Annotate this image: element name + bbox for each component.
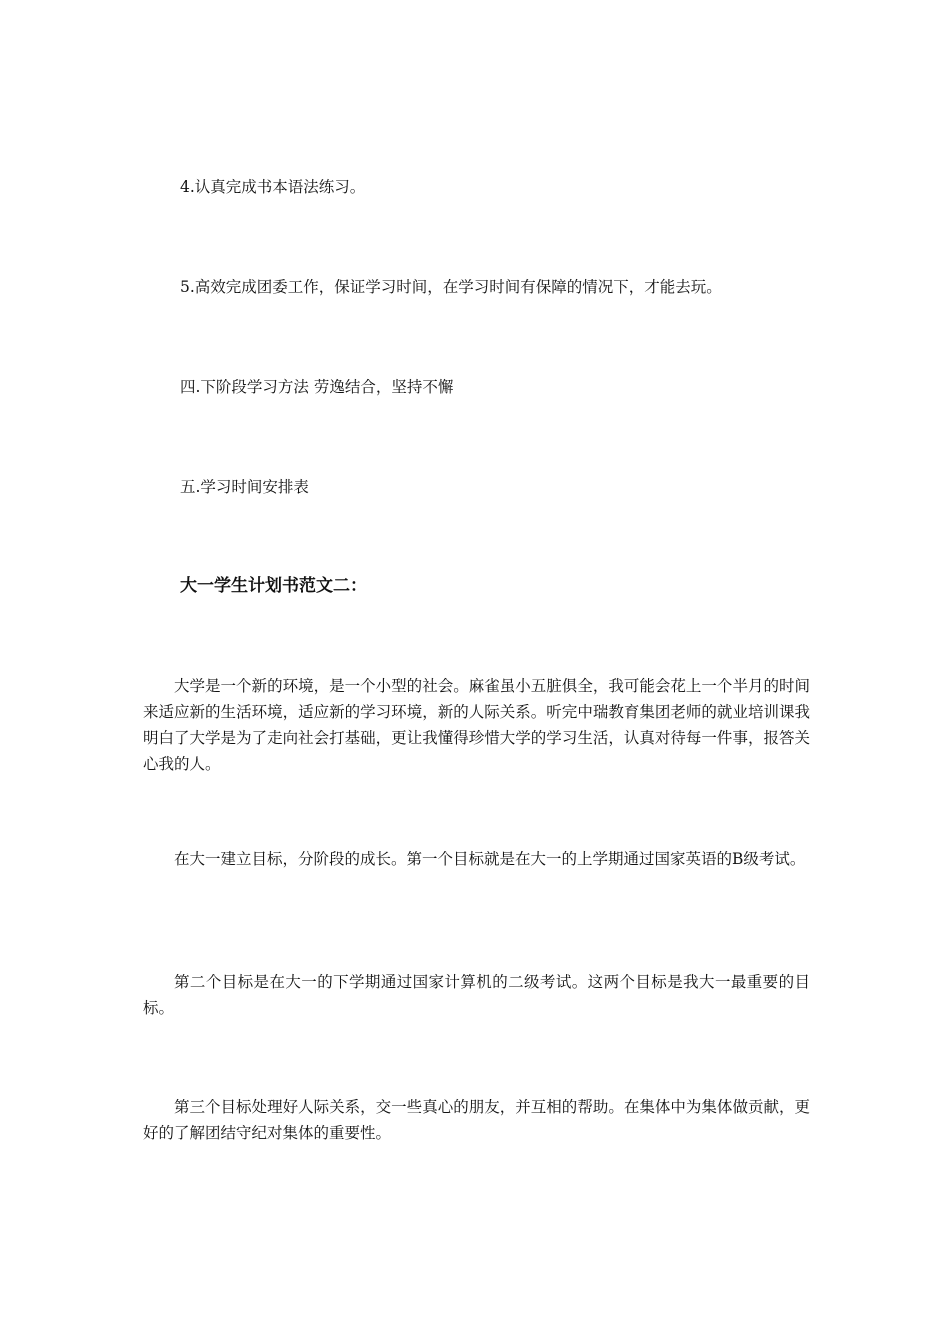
list-item-5: 5.高效完成团委工作，保证学习时间，在学习时间有保障的情况下，才能去玩。 [180,278,722,296]
list-item-4: 4.认真完成书本语法练习。 [180,178,366,196]
paragraph-2: 在大一建立目标，分阶段的成长。第一个目标就是在大一的上学期通过国家英语的B级考试。 [174,850,806,868]
section-title: 大一学生计划书范文二： [180,576,367,596]
section-five-heading: 五.学习时间安排表 [180,478,309,496]
paragraph-3: 第二个目标是在大一的下学期通过国家计算机的二级考试。这两个目标是我大一最重要的目标。 [143,973,810,1017]
paragraph-1: 大学是一个新的环境，是一个小型的社会。麻雀虽小五脏俱全，我可能会花上一个半月的时间来适应新的生活环境，适应新的学习环境，新的人际关系。听完中瑞教育集团老师的就业培训课我明白了大学是为了走向社会打基础，更让我懂得珍惜大学的学习生活，认真对待每一件事，报答关心我的人。 [143,677,810,773]
section-four-heading: 四.下阶段学习方法 劳逸结合，坚持不懈 [180,378,454,396]
paragraph-4: 第三个目标处理好人际关系，交一些真心的朋友，并互相的帮助。在集体中为集体做贡献，更好的了解团结守纪对集体的重要性。 [143,1098,810,1142]
